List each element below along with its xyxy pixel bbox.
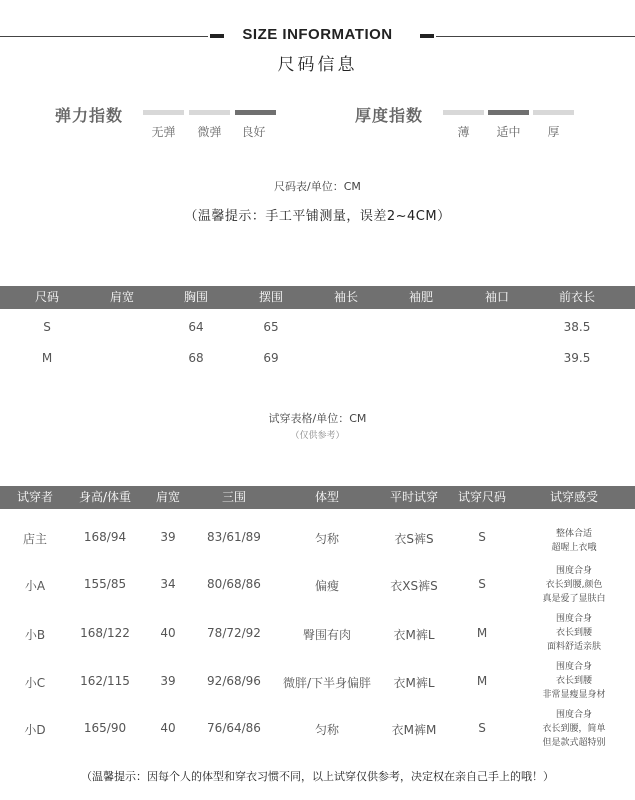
fit-row-4-feel-line-2: 衣长到腰 <box>555 676 592 686</box>
fit-th-shoulder: 肩宽 <box>155 490 180 504</box>
fit-row-3-size: M <box>476 626 488 640</box>
size-th-hem: 摆围 <box>258 290 283 304</box>
size-row-1-front-length: 38.5 <box>563 320 591 334</box>
fit-row-3-feel-line-2: 衣长到腰 <box>555 628 592 638</box>
fit-row-1-feel <box>518 527 630 555</box>
fit-row-3-hw: 168/122 <box>80 626 130 640</box>
fit-row-2-body: 偏瘦 <box>314 579 339 593</box>
fit-row-3-measure: 78/72/92 <box>207 626 261 640</box>
fit-row-5-body: 匀称 <box>314 723 339 737</box>
fit-chart-unit: 试穿表格/单位：CM <box>268 412 367 425</box>
fit-row-3-feel-line-1: 围度合身 <box>555 614 592 624</box>
size-row-2-size: M <box>41 351 53 365</box>
fit-th-tester: 试穿者 <box>16 490 53 504</box>
fit-row-1-name: 店主 <box>22 532 47 546</box>
fit-row-5-name: 小D <box>24 723 46 737</box>
size-th-chest: 胸围 <box>183 290 208 304</box>
fit-row-3-name: 小B <box>24 628 46 642</box>
fit-row-1-size: S <box>478 530 486 544</box>
title-cn: 尺码信息 <box>277 55 358 75</box>
size-th-sleeve-width: 袖肥 <box>408 290 433 304</box>
size-th-size: 尺码 <box>34 290 59 304</box>
fit-chart-note: （仅供参考） <box>290 431 345 441</box>
elasticity-option-1: 无弹 <box>151 125 176 139</box>
fit-row-5-shoulder: 40 <box>160 721 176 735</box>
fit-row-4-feel-line-1: 围度合身 <box>555 662 592 672</box>
elasticity-option-3: 良好 <box>241 125 266 139</box>
fit-row-5-hw: 165/90 <box>83 721 127 735</box>
fit-row-2-feel-line-2: 衣长到腰,颜色 <box>545 580 603 590</box>
fit-row-3-body: 臀围有肉 <box>302 628 351 642</box>
fit-row-2-hw: 155/85 <box>83 577 127 591</box>
size-th-sleeve-length: 袖长 <box>333 290 358 304</box>
fit-th-tried-size: 试穿尺码 <box>457 490 506 504</box>
fit-row-2-feel-line-3: 真是爱了显肤白 <box>542 594 606 604</box>
thickness-option-3: 厚 <box>547 125 560 139</box>
size-row-1-hem: 65 <box>263 320 279 334</box>
fit-row-5-feel-line-1: 围度合身 <box>555 710 592 720</box>
fit-row-4-feel <box>518 660 630 702</box>
thickness-bar-1 <box>443 110 484 115</box>
fit-row-5-feel <box>518 708 630 750</box>
size-table-header <box>0 286 635 309</box>
fit-row-1-usual: 衣S裤S <box>394 532 434 546</box>
fit-row-3-shoulder: 40 <box>160 626 176 640</box>
size-chart-unit: 尺码表/单位：CM <box>274 180 361 193</box>
fit-row-4-body: 微胖/下半身偏胖 <box>282 676 372 690</box>
title-dash-right <box>420 34 434 38</box>
fit-row-2-usual: 衣XS裤S <box>390 579 438 593</box>
fit-th-usual-size: 平时试穿 <box>389 490 438 504</box>
size-row-2-front-length: 39.5 <box>563 351 591 365</box>
fit-row-5-feel-line-2: 衣长到腰，简单 <box>542 724 606 734</box>
fit-row-1-hw: 168/94 <box>83 530 127 544</box>
thickness-option-2: 适中 <box>496 125 521 139</box>
fit-row-5-usual: 衣M裤M <box>391 723 437 737</box>
fit-row-4-size: M <box>476 674 488 688</box>
fit-th-height-weight: 身高/体重 <box>78 490 132 504</box>
fit-row-5-measure: 76/64/86 <box>207 721 261 735</box>
fit-chart-footer-tip: （温馨提示：因每个人的体型和穿衣习惯不同，以上试穿仅供参考，决定权在亲自己手上的哦！） <box>81 770 554 783</box>
fit-row-5-feel-line-3: 但是款式超特别 <box>542 738 606 748</box>
size-th-shoulder: 肩宽 <box>109 290 134 304</box>
size-th-front-length: 前衣长 <box>558 290 595 304</box>
fit-row-4-usual: 衣M裤L <box>393 676 435 690</box>
elasticity-option-2: 微弹 <box>197 125 222 139</box>
size-row-2-hem: 69 <box>263 351 279 365</box>
size-row-1-size: S <box>43 320 51 334</box>
thickness-option-1: 薄 <box>457 125 470 139</box>
elasticity-bar-3 <box>235 110 276 115</box>
size-row-1-chest: 64 <box>188 320 204 334</box>
fit-row-1-feel-line-1: 整体合适 <box>555 529 592 539</box>
thickness-bar-3 <box>533 110 574 115</box>
fit-th-body-type: 体型 <box>314 490 339 504</box>
fit-th-measurements: 三围 <box>221 490 246 504</box>
fit-row-2-feel-line-1: 围度合身 <box>555 566 592 576</box>
title-en: SIZE INFORMATION <box>242 26 393 43</box>
fit-table-header <box>0 486 635 509</box>
fit-row-2-size: S <box>478 577 486 591</box>
fit-row-4-hw: 162/115 <box>80 674 130 688</box>
fit-row-3-feel-line-3: 面料舒适亲肤 <box>546 642 601 652</box>
fit-row-2-measure: 80/68/86 <box>207 577 261 591</box>
fit-th-feeling: 试穿感受 <box>549 490 598 504</box>
fit-row-2-name: 小A <box>24 579 46 593</box>
fit-row-4-name: 小C <box>24 676 46 690</box>
fit-row-3-feel <box>518 612 630 654</box>
elasticity-label: 弹力指数 <box>55 106 124 125</box>
elasticity-bar-1 <box>143 110 184 115</box>
size-chart-tip: （温馨提示：手工平铺测量，误差2~4CM） <box>184 209 451 224</box>
fit-row-4-shoulder: 39 <box>160 674 176 688</box>
fit-row-2-feel <box>518 564 630 606</box>
elasticity-bar-2 <box>189 110 230 115</box>
thickness-bar-2 <box>488 110 529 115</box>
size-row-2-chest: 68 <box>188 351 204 365</box>
fit-row-4-feel-line-3: 非常显瘦显身材 <box>542 690 606 700</box>
fit-row-5-size: S <box>478 721 486 735</box>
fit-row-3-usual: 衣M裤L <box>393 628 435 642</box>
size-th-cuff: 袖口 <box>484 290 509 304</box>
fit-row-2-shoulder: 34 <box>160 577 176 591</box>
fit-row-1-measure: 83/61/89 <box>207 530 261 544</box>
fit-row-1-shoulder: 39 <box>160 530 176 544</box>
fit-row-1-feel-line-2: 超喔上衣哦 <box>551 543 597 553</box>
fit-row-1-body: 匀称 <box>314 532 339 546</box>
fit-row-4-measure: 92/68/96 <box>207 674 261 688</box>
title-line-right <box>436 36 635 37</box>
thickness-label: 厚度指数 <box>355 106 424 125</box>
